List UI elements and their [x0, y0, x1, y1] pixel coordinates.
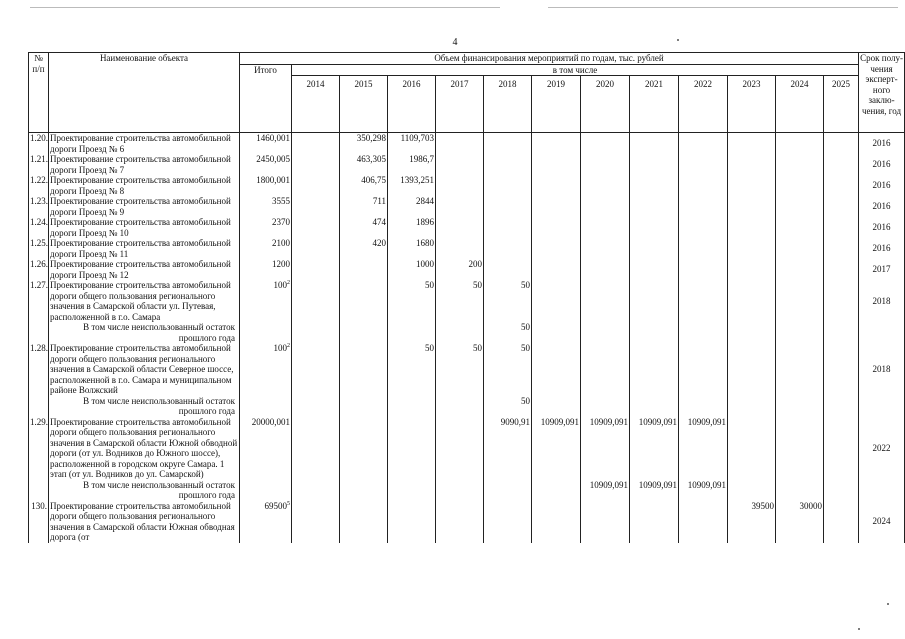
year-amount: 10909,091 — [679, 417, 728, 480]
row-total-value: 2450,005 — [256, 154, 290, 164]
page-number: 4 — [452, 37, 458, 48]
row-total — [240, 259, 292, 280]
year-amount: 1986,7 — [388, 154, 436, 175]
top-scan-line — [30, 7, 500, 8]
year-amount — [679, 196, 728, 217]
row-total-value: 2100 — [272, 238, 290, 248]
year-amount: 10909,091 — [581, 417, 630, 480]
year-amount — [679, 396, 728, 417]
year-amount — [824, 343, 859, 396]
row-total — [240, 196, 292, 217]
year-amount — [824, 480, 859, 501]
year-amount — [532, 133, 581, 155]
year-amount — [532, 238, 581, 259]
year-amount — [679, 175, 728, 196]
object-name: Проектирование строительства автомобильной дороги общего пользования регионального значения в Самарской области Южная обводная дорога (от — [49, 501, 240, 543]
year-amount — [581, 322, 630, 343]
year-amount — [776, 417, 824, 480]
row-number: 130. — [29, 501, 49, 543]
year-amount: 50 — [388, 343, 436, 396]
year-amount — [388, 322, 436, 343]
year-amount — [532, 196, 581, 217]
year-amount — [679, 322, 728, 343]
year-amount — [484, 175, 532, 196]
row-total-value: 100 — [273, 343, 287, 353]
year-amount: 2844 — [388, 196, 436, 217]
year-amount — [630, 343, 679, 396]
year-amount — [484, 238, 532, 259]
year-amount — [776, 196, 824, 217]
year-amount — [728, 280, 776, 322]
row-total — [240, 238, 292, 259]
object-name: Проектирование строительства автомобильной дороги Проезд № 6 — [49, 133, 240, 155]
year-amount — [776, 322, 824, 343]
object-name: Проектирование строительства автомобильной дороги Проезд № 7 — [49, 154, 240, 175]
year-amount — [532, 343, 581, 396]
row-number — [29, 322, 49, 343]
year-amount — [581, 133, 630, 155]
header-year: 2019 — [532, 76, 581, 133]
row-term-year: 2018 — [859, 280, 905, 322]
year-amount — [292, 396, 340, 417]
year-amount: 30000 — [776, 501, 824, 543]
row-term-year — [859, 396, 905, 417]
year-amount — [776, 238, 824, 259]
year-amount — [436, 322, 484, 343]
sub-row-note: В том числе неиспользованный остаток прошлого года — [49, 322, 240, 343]
object-name: Проектирование строительства автомобильной дороги Проезд № 10 — [49, 217, 240, 238]
header-funding: Объем финансирования мероприятий по годам, тыс. рублей — [240, 53, 859, 65]
year-amount: 1000 — [388, 259, 436, 280]
year-amount — [679, 217, 728, 238]
year-amount — [532, 280, 581, 322]
row-total-value: 20000,001 — [251, 416, 290, 427]
year-amount — [581, 396, 630, 417]
year-amount — [532, 259, 581, 280]
year-amount — [581, 238, 630, 259]
row-total — [240, 501, 292, 543]
year-amount — [728, 417, 776, 480]
year-amount — [728, 322, 776, 343]
year-amount — [679, 343, 728, 396]
sub-row-note: В том числе неиспользованный остаток прошлого года — [49, 480, 240, 501]
table-row — [29, 175, 905, 196]
row-term-year: 2022 — [859, 417, 905, 480]
object-name: Проектирование строительства автомобильной дороги Проезд № 8 — [49, 175, 240, 196]
top-scan-line — [548, 7, 898, 8]
year-amount: 1680 — [388, 238, 436, 259]
year-amount — [581, 259, 630, 280]
year-amount — [581, 343, 630, 396]
year-amount — [436, 133, 484, 155]
year-amount — [484, 196, 532, 217]
row-term-year: 2016 — [859, 196, 905, 217]
table-row — [29, 154, 905, 175]
year-amount: 39500 — [728, 501, 776, 543]
year-amount — [484, 480, 532, 501]
year-amount — [630, 196, 679, 217]
year-amount — [728, 154, 776, 175]
year-amount — [824, 196, 859, 217]
year-amount — [630, 175, 679, 196]
year-amount: 50 — [484, 322, 532, 343]
year-amount — [484, 501, 532, 543]
year-amount — [824, 501, 859, 543]
table-row — [29, 133, 905, 155]
year-amount: 9090,91 — [484, 417, 532, 480]
year-amount — [340, 322, 388, 343]
year-amount — [728, 259, 776, 280]
year-amount: 1109,703 — [388, 133, 436, 155]
header-object-name: Наименование объекта — [49, 53, 240, 133]
table-row — [29, 196, 905, 217]
year-amount — [532, 217, 581, 238]
row-term-year: 2016 — [859, 154, 905, 175]
year-amount — [436, 196, 484, 217]
year-amount — [824, 322, 859, 343]
year-amount — [824, 280, 859, 322]
table-row — [29, 396, 905, 417]
year-amount — [679, 238, 728, 259]
header-year: 2022 — [679, 76, 728, 133]
footnote-mark: 2 — [287, 343, 290, 349]
year-amount — [728, 196, 776, 217]
year-amount — [340, 501, 388, 543]
table-row — [29, 501, 905, 543]
row-number: 1.27. — [29, 280, 49, 322]
year-amount: 10909,091 — [581, 480, 630, 501]
year-amount: 50 — [436, 280, 484, 322]
row-term-year — [859, 322, 905, 343]
year-amount — [679, 133, 728, 155]
year-amount — [484, 217, 532, 238]
year-amount — [728, 480, 776, 501]
year-amount — [630, 238, 679, 259]
table-row — [29, 259, 905, 280]
year-amount — [728, 217, 776, 238]
row-term-year: 2017 — [859, 259, 905, 280]
year-amount — [776, 154, 824, 175]
year-amount — [824, 238, 859, 259]
year-amount — [484, 133, 532, 155]
year-amount — [630, 501, 679, 543]
year-amount — [776, 396, 824, 417]
year-amount — [532, 501, 581, 543]
year-amount — [532, 175, 581, 196]
row-total — [240, 154, 292, 175]
year-amount — [340, 417, 388, 480]
row-number — [29, 480, 49, 501]
year-amount — [292, 417, 340, 480]
row-total — [240, 396, 292, 417]
year-amount — [292, 343, 340, 396]
year-amount — [388, 480, 436, 501]
row-total-value: 2370 — [272, 217, 290, 227]
year-amount — [388, 396, 436, 417]
year-amount: 1393,251 — [388, 175, 436, 196]
row-total — [240, 280, 292, 322]
year-amount: 10909,091 — [630, 480, 679, 501]
header-year: 2021 — [630, 76, 679, 133]
row-term-year: 2016 — [859, 238, 905, 259]
year-amount — [630, 396, 679, 417]
row-total-value: 1800,001 — [256, 175, 290, 185]
year-amount — [292, 280, 340, 322]
year-amount — [630, 322, 679, 343]
year-amount — [728, 238, 776, 259]
year-amount — [776, 280, 824, 322]
year-amount — [436, 396, 484, 417]
year-amount: 10909,091 — [679, 480, 728, 501]
year-amount — [436, 417, 484, 480]
row-number: 1.26. — [29, 259, 49, 280]
year-amount — [728, 133, 776, 155]
year-amount — [436, 480, 484, 501]
row-term-year — [859, 480, 905, 501]
year-amount — [436, 154, 484, 175]
year-amount — [532, 322, 581, 343]
year-amount — [292, 217, 340, 238]
year-amount: 711 — [340, 196, 388, 217]
year-amount — [824, 217, 859, 238]
header-number: № п/п — [29, 53, 49, 133]
year-amount — [728, 175, 776, 196]
object-name: Проектирование строительства автомобильной дороги общего пользования регионального значения в Самарской области Северное шоссе, расположенной в г.о. Самара и муниципальном районе Волжский — [49, 343, 240, 396]
table-header — [29, 53, 905, 133]
row-total — [240, 133, 292, 155]
year-amount — [679, 154, 728, 175]
row-total-value: 1200 — [272, 259, 290, 269]
row-total — [240, 480, 292, 501]
object-name: Проектирование строительства автомобильной дороги Проезд № 12 — [49, 259, 240, 280]
year-amount — [581, 175, 630, 196]
year-amount — [824, 417, 859, 480]
year-amount — [728, 343, 776, 396]
year-amount — [484, 259, 532, 280]
year-amount: 350,298 — [340, 133, 388, 155]
row-term-year: 2016 — [859, 217, 905, 238]
scan-speck — [887, 603, 889, 605]
year-amount — [292, 238, 340, 259]
row-number: 1.25. — [29, 238, 49, 259]
year-amount: 50 — [388, 280, 436, 322]
row-total — [240, 322, 292, 343]
year-amount: 50 — [484, 396, 532, 417]
year-amount: 50 — [484, 343, 532, 396]
year-amount — [340, 480, 388, 501]
year-amount — [630, 217, 679, 238]
year-amount — [340, 280, 388, 322]
year-amount: 463,305 — [340, 154, 388, 175]
year-amount — [292, 175, 340, 196]
object-name: Проектирование строительства автомобильной дороги общего пользования регионального значения в Самарской области Южной обводной дороги (от ул. Водников до Южного шоссе), расположенной в городском округе Самара. 1 этап (от ул. Водников до ул. Самарской) — [49, 417, 240, 480]
year-amount — [340, 259, 388, 280]
year-amount — [532, 480, 581, 501]
row-number: 1.28. — [29, 343, 49, 396]
header-term: Срок полу-чения эксперт-ного заклю-чения, год — [859, 53, 905, 133]
row-number: 1.21. — [29, 154, 49, 175]
header-year: 2017 — [436, 76, 484, 133]
year-amount — [776, 480, 824, 501]
row-number: 1.22. — [29, 175, 49, 196]
year-amount — [340, 343, 388, 396]
header-year: 2020 — [581, 76, 630, 133]
row-term-year: 2016 — [859, 175, 905, 196]
year-amount — [630, 280, 679, 322]
row-total — [240, 343, 292, 396]
year-amount — [581, 217, 630, 238]
year-amount — [436, 217, 484, 238]
year-amount: 50 — [484, 280, 532, 322]
year-amount — [581, 501, 630, 543]
year-amount — [436, 501, 484, 543]
year-amount — [824, 259, 859, 280]
year-amount — [292, 154, 340, 175]
header-including: в том числе — [292, 64, 859, 76]
year-amount — [292, 501, 340, 543]
year-amount — [776, 217, 824, 238]
scan-speck — [858, 628, 860, 630]
row-term-year: 2018 — [859, 343, 905, 396]
year-amount — [728, 396, 776, 417]
year-amount — [292, 259, 340, 280]
year-amount — [532, 154, 581, 175]
header-year: 2015 — [340, 76, 388, 133]
object-name: Проектирование строительства автомобильной дороги Проезд № 9 — [49, 196, 240, 217]
year-amount: 1896 — [388, 217, 436, 238]
row-total-value: 100 — [273, 280, 287, 290]
header-year: 2016 — [388, 76, 436, 133]
year-amount: 10909,091 — [630, 417, 679, 480]
year-amount — [581, 196, 630, 217]
table-body — [29, 133, 905, 543]
row-total-value: 69500 — [264, 500, 287, 511]
table-row — [29, 280, 905, 322]
year-amount — [679, 259, 728, 280]
year-amount — [436, 238, 484, 259]
year-amount — [679, 280, 728, 322]
header-year: 2014 — [292, 76, 340, 133]
row-number: 1.29. — [29, 417, 49, 480]
year-amount — [776, 259, 824, 280]
year-amount — [388, 501, 436, 543]
year-amount — [340, 396, 388, 417]
row-term-year: 2024 — [859, 501, 905, 543]
year-amount — [776, 343, 824, 396]
year-amount — [292, 196, 340, 217]
row-number: 1.20. — [29, 133, 49, 155]
row-number: 1.24. — [29, 217, 49, 238]
header-year: 2025 — [824, 76, 859, 133]
object-name: Проектирование строительства автомобильной дороги общего пользования регионального значения в Самарской области ул. Путевая, расположенной в г.о. Самара — [49, 280, 240, 322]
header-year: 2024 — [776, 76, 824, 133]
table-row — [29, 343, 905, 396]
table-row — [29, 417, 905, 480]
table-row — [29, 322, 905, 343]
year-amount — [484, 154, 532, 175]
year-amount — [679, 501, 728, 543]
sub-row-note: В том числе неиспользованный остаток прошлого года — [49, 396, 240, 417]
row-total-value: 1460,001 — [256, 133, 290, 143]
year-amount — [824, 154, 859, 175]
year-amount: 406,75 — [340, 175, 388, 196]
year-amount — [630, 133, 679, 155]
year-amount — [292, 322, 340, 343]
year-amount: 50 — [436, 343, 484, 396]
row-number: 1.23. — [29, 196, 49, 217]
year-amount: 420 — [340, 238, 388, 259]
table-row — [29, 217, 905, 238]
header-year: 2018 — [484, 76, 532, 133]
funding-table — [28, 52, 905, 543]
row-total — [240, 417, 292, 480]
footnote-mark: 2 — [287, 280, 290, 286]
row-number — [29, 396, 49, 417]
year-amount: 474 — [340, 217, 388, 238]
year-amount: 200 — [436, 259, 484, 280]
year-amount — [581, 154, 630, 175]
year-amount — [824, 396, 859, 417]
scan-speck — [677, 39, 679, 41]
table-row — [29, 238, 905, 259]
year-amount — [532, 396, 581, 417]
year-amount — [776, 175, 824, 196]
footnote-mark: 5 — [287, 500, 290, 507]
year-amount — [630, 259, 679, 280]
row-term-year: 2016 — [859, 133, 905, 155]
row-total-value: 3555 — [272, 196, 290, 206]
header-total: Итого — [240, 64, 292, 133]
year-amount — [581, 280, 630, 322]
row-total — [240, 217, 292, 238]
year-amount — [292, 480, 340, 501]
year-amount — [824, 175, 859, 196]
year-amount — [630, 154, 679, 175]
year-amount — [292, 133, 340, 155]
year-amount — [824, 133, 859, 155]
year-amount — [388, 417, 436, 480]
year-amount: 10909,091 — [532, 417, 581, 480]
header-year: 2023 — [728, 76, 776, 133]
table-row — [29, 480, 905, 501]
row-total — [240, 175, 292, 196]
year-amount — [436, 175, 484, 196]
year-amount — [776, 133, 824, 155]
object-name: Проектирование строительства автомобильной дороги Проезд № 11 — [49, 238, 240, 259]
